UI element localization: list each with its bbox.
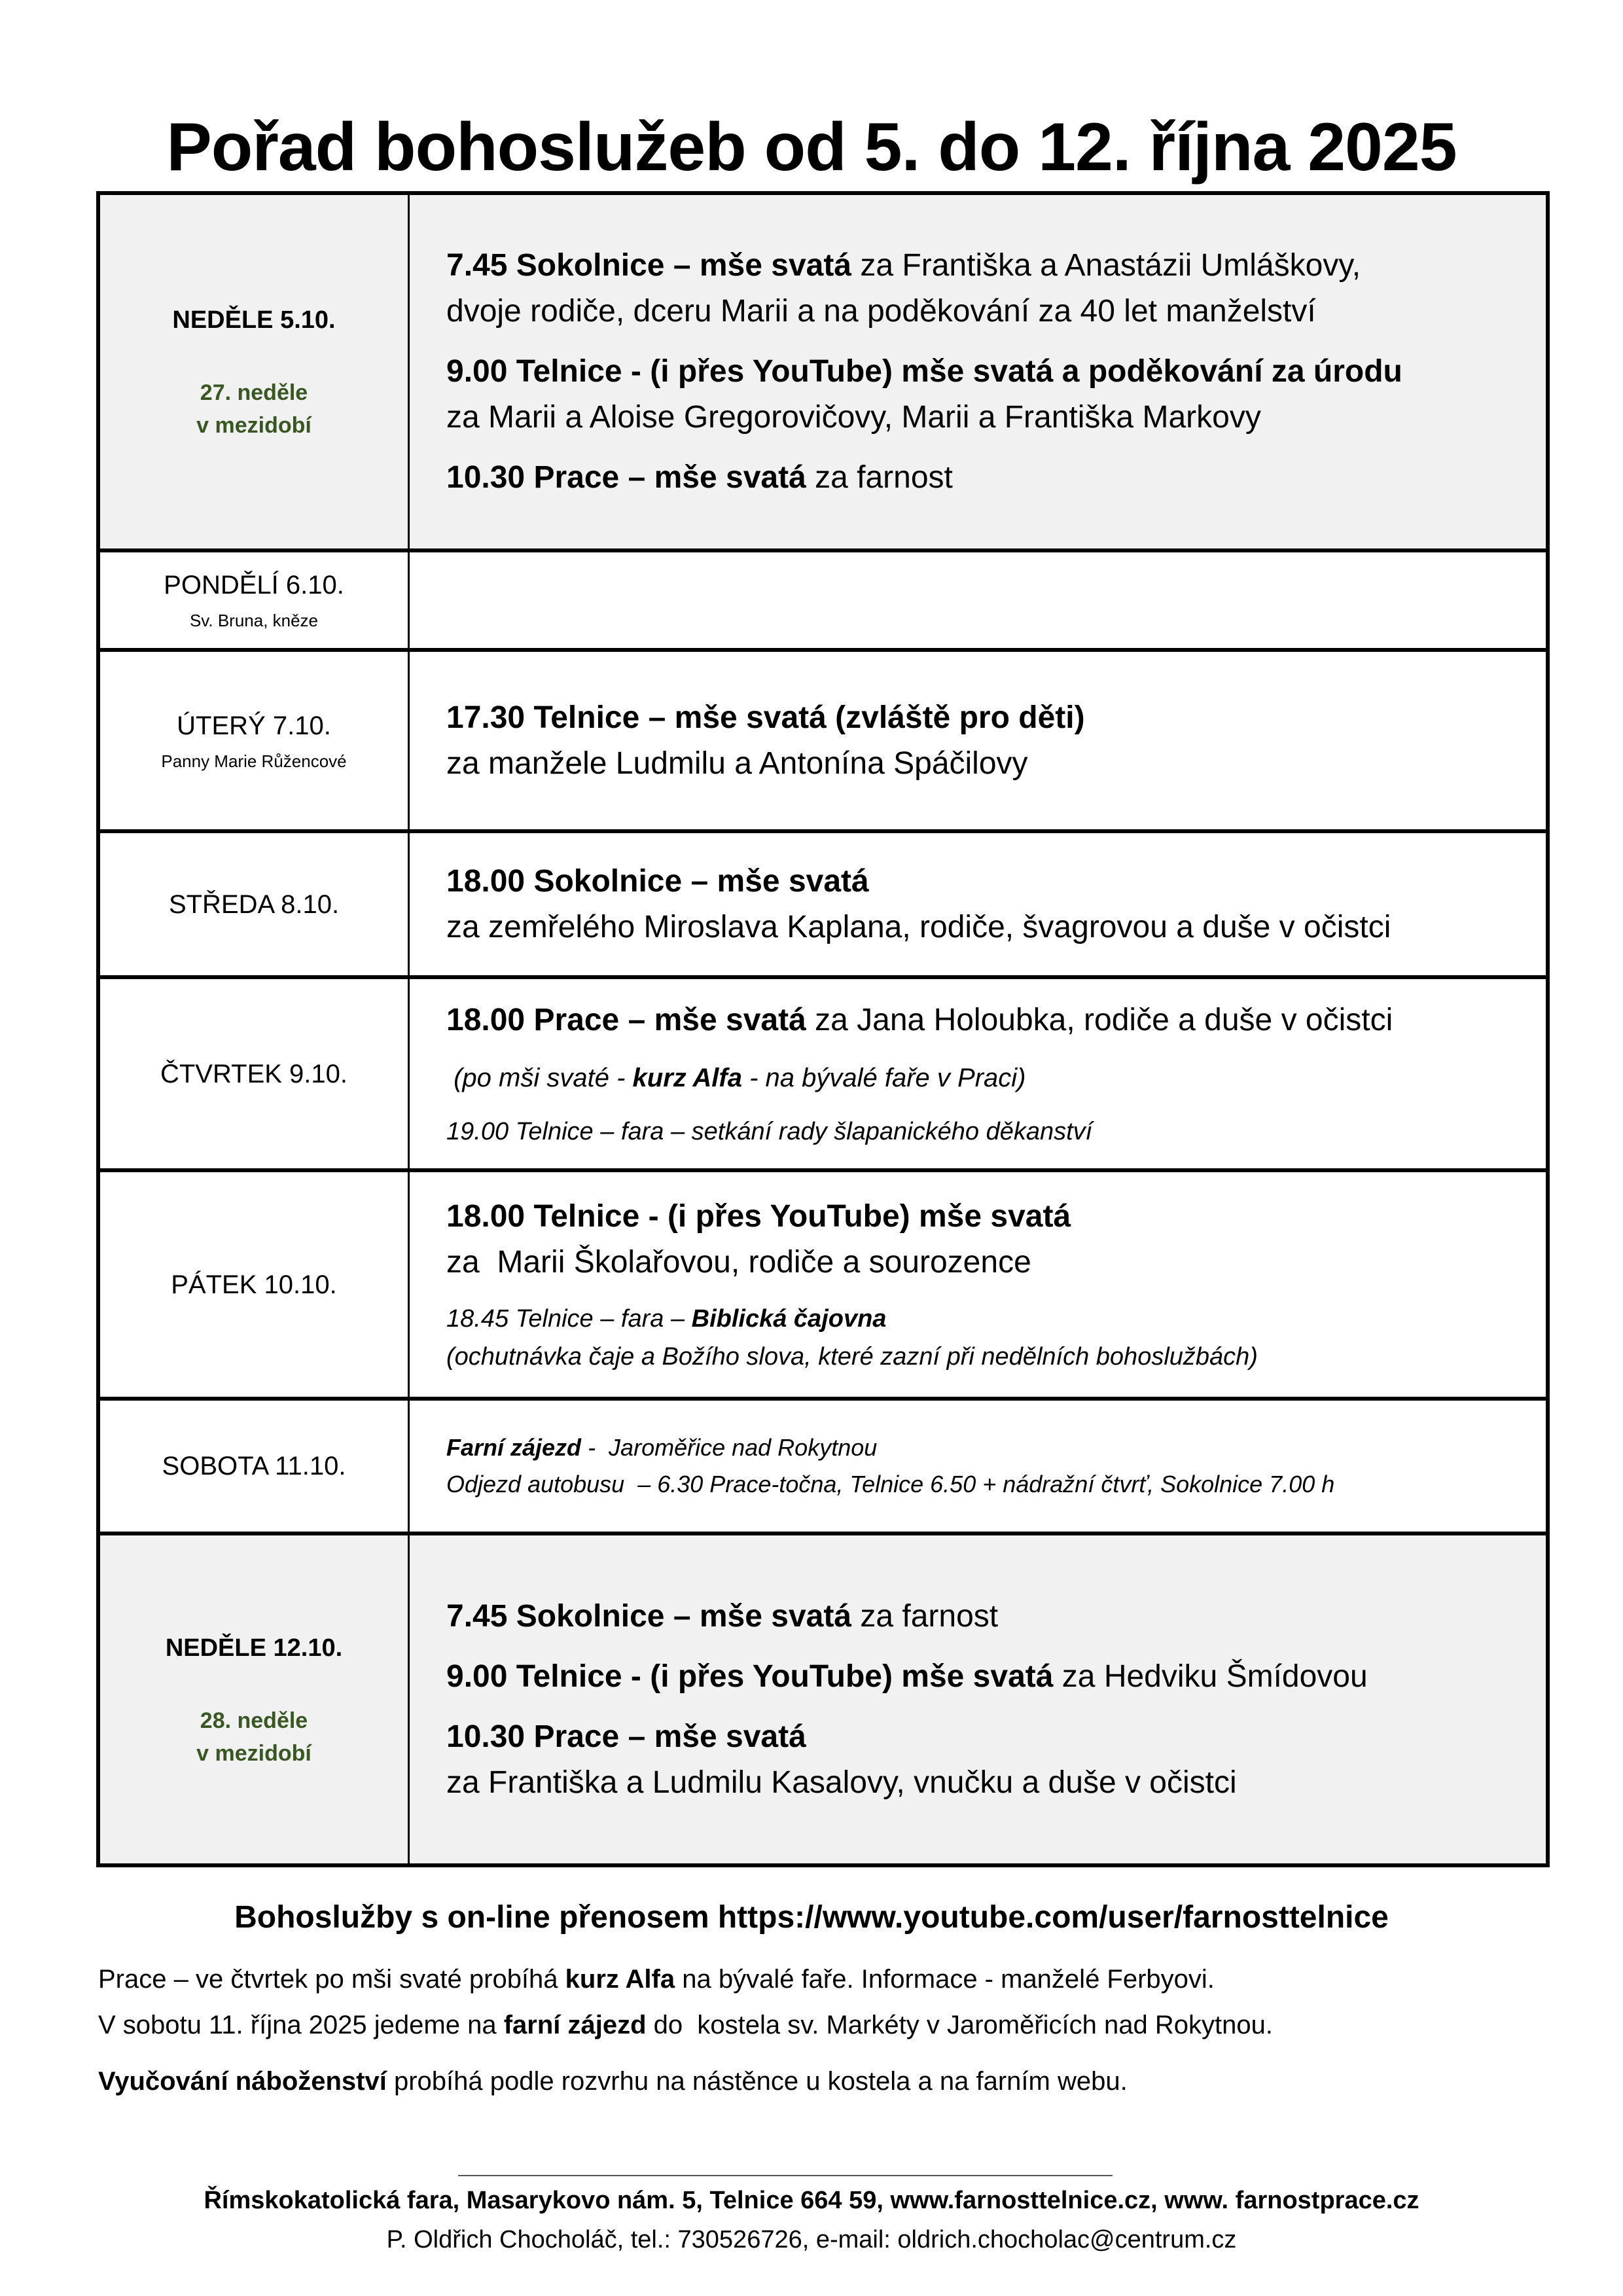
- event-item: [446, 1194, 1533, 1285]
- streaming-info: Bohoslužby s on-line přenosem https://www.youtube.com/user/farnosttelnice: [234, 1900, 1389, 1935]
- day-label: STŘEDA 8.10.: [168, 889, 340, 919]
- event-text: za Hedviku Šmídovou: [1053, 1659, 1368, 1694]
- events-cell: [409, 193, 1548, 550]
- event-text: za farnost: [851, 1598, 999, 1634]
- day-cell: [98, 650, 409, 831]
- schedule-table: [96, 191, 1550, 1867]
- event-text: Odjezd autobusu – 6.30 Prace-točna, Telnice 6.50 + nádražní čtvrť, Sokolnice 7.00 h: [446, 1471, 1335, 1498]
- event-text: za zemřelého Miroslava Kaplana, rodiče, švagrovou a duše v očistci: [446, 909, 1391, 944]
- events-cell: [409, 550, 1548, 650]
- event-item: [446, 1429, 1533, 1503]
- event-heading: kurz Alfa: [632, 1063, 742, 1092]
- day-cell: [98, 1399, 409, 1534]
- footer-divider: [458, 2175, 1113, 2176]
- event-heading: Biblická čajovna: [691, 1304, 887, 1333]
- event-line: [446, 1429, 1533, 1466]
- event-line: [446, 455, 1533, 501]
- event-item: [446, 243, 1533, 334]
- event-line: [446, 289, 1533, 334]
- page-title: Pořad bohoslužeb od 5. do 12. října 2025: [166, 109, 1457, 185]
- event-item: [446, 1594, 1533, 1640]
- event-text: (ochutnávka čaje a Božího slova, které zazní při nedělních bohoslužbách): [446, 1342, 1258, 1371]
- events-cell: [409, 1170, 1548, 1399]
- day-label: PONDĚLÍ 6.10.: [164, 571, 344, 600]
- event-text: za Jana Holoubka, rodiče a duše v očistci: [806, 1002, 1393, 1037]
- note-text: na bývalé faře. Informace - manželé Ferbyovi.: [675, 1965, 1215, 1994]
- event-line: [446, 1194, 1533, 1240]
- note-trip: [98, 2006, 1538, 2044]
- day-cell: [98, 550, 409, 650]
- day-row: [98, 831, 1548, 977]
- event-heading: 18.00 Telnice - (i přes YouTube) mše svatá: [446, 1198, 1071, 1234]
- event-line: [446, 1300, 1533, 1338]
- events-cell: [409, 1399, 1548, 1534]
- event-heading: 17.30 Telnice – mše svatá (zvláště pro děti): [446, 700, 1085, 735]
- event-text: - na bývalé faře v Praci): [741, 1063, 1026, 1092]
- note-text: V sobotu 11. října 2025 jedeme na: [98, 2011, 504, 2039]
- event-item: [446, 1714, 1533, 1806]
- event-item: [446, 1300, 1533, 1376]
- liturgical-week-label: 28. neděle: [200, 1708, 308, 1733]
- footer: [0, 2181, 1623, 2259]
- event-heading: 18.00 Sokolnice – mše svatá: [446, 863, 869, 899]
- event-line: [446, 859, 1533, 905]
- footer-contact: P. Oldřich Chocholáč, tel.: 730526726, e-mail: oldrich.chocholac@centrum.cz: [386, 2226, 1237, 2253]
- event-line: [446, 395, 1533, 440]
- event-line: [446, 695, 1533, 741]
- event-line: [446, 243, 1533, 289]
- day-row: [98, 1399, 1548, 1534]
- event-item: [446, 695, 1533, 787]
- event-line: [446, 1113, 1533, 1151]
- event-text: (po mši svaté -: [446, 1063, 633, 1092]
- day-label: NEDĚLE 5.10.: [172, 306, 336, 334]
- day-label: NEDĚLE 12.10.: [165, 1634, 343, 1662]
- event-heading: 9.00 Telnice - (i přes YouTube) mše svatá: [446, 1659, 1054, 1694]
- event-text: - Jaroměřice nad Rokytnou: [581, 1434, 878, 1461]
- note-text: probíhá podle rozvrhu na nástěnce u kostela a na farním webu.: [386, 2067, 1128, 2096]
- event-item: [446, 455, 1533, 501]
- feast-label: Panny Marie Růžencové: [161, 751, 347, 771]
- liturgical-week-label: v mezidobí: [196, 413, 312, 438]
- event-text: za farnost: [806, 460, 953, 495]
- note-emphasis: kurz Alfa: [565, 1965, 675, 1994]
- event-item: [446, 349, 1533, 440]
- events-cell: [409, 831, 1548, 977]
- event-item: [446, 859, 1533, 950]
- day-label: PÁTEK 10.10.: [171, 1270, 337, 1299]
- note-emphasis: farní zájezd: [503, 2011, 647, 2039]
- event-text: 18.45 Telnice – fara –: [446, 1304, 692, 1333]
- event-text: za Marii a Aloise Gregorovičovy, Marii a Františka Markovy: [446, 400, 1261, 435]
- event-heading: 18.00 Prace – mše svatá: [446, 1002, 806, 1037]
- events-cell: [409, 1534, 1548, 1865]
- day-label: SOBOTA 11.10.: [162, 1452, 346, 1480]
- event-heading: 10.30 Prace – mše svatá: [446, 460, 806, 495]
- day-cell: [98, 1170, 409, 1399]
- footer-address: Římskokatolická fara, Masarykovo nám. 5, Telnice 664 59, www.farnosttelnice.cz, www. farnostprace.cz: [204, 2187, 1419, 2214]
- event-line: [446, 1594, 1533, 1640]
- event-text: 19.00 Telnice – fara – setkání rady šlapanického děkanství: [446, 1117, 1093, 1145]
- event-line: [446, 1760, 1533, 1806]
- day-row: [98, 977, 1548, 1170]
- event-line: [446, 1338, 1533, 1376]
- feast-label: Sv. Bruna, kněze: [189, 611, 319, 630]
- event-item: [446, 1058, 1533, 1098]
- event-item: [446, 1654, 1533, 1700]
- day-cell: [98, 193, 409, 550]
- event-line: [446, 349, 1533, 395]
- day-label: ÚTERÝ 7.10.: [177, 711, 331, 740]
- event-heading: 10.30 Prace – mše svatá: [446, 1719, 806, 1754]
- day-cell: [98, 977, 409, 1170]
- note-text: do kostela sv. Markéty v Jaroměřicích nad Rokytnou.: [646, 2011, 1273, 2039]
- event-line: [446, 1240, 1533, 1285]
- event-line: [446, 1466, 1533, 1503]
- event-line: [446, 741, 1533, 787]
- notes: [98, 1960, 1538, 2100]
- event-line: [446, 997, 1533, 1043]
- day-cell: [98, 1534, 409, 1865]
- day-row: [98, 550, 1548, 650]
- events-cell: [409, 650, 1548, 831]
- event-line: [446, 905, 1533, 950]
- day-row: [98, 193, 1548, 550]
- day-row: [98, 1534, 1548, 1865]
- event-line: [446, 1058, 1533, 1098]
- day-row: [98, 650, 1548, 831]
- day-row: [98, 1170, 1548, 1399]
- event-heading: Farní zájezd: [446, 1434, 582, 1461]
- event-heading: 7.45 Sokolnice – mše svatá: [446, 1598, 852, 1634]
- event-heading: 9.00 Telnice - (i přes YouTube) mše svatá a poděkování za úrodu: [446, 354, 1402, 389]
- event-item: [446, 997, 1533, 1043]
- events-cell: [409, 977, 1548, 1170]
- event-text: dvoje rodiče, dceru Marii a na poděkování za 40 let manželství: [446, 294, 1316, 329]
- note-alfa: [98, 1960, 1538, 1998]
- event-text: za Marii Školařovou, rodiče a sourozence: [446, 1244, 1031, 1280]
- event-line: [446, 1714, 1533, 1760]
- day-label: ČTVRTEK 9.10.: [160, 1059, 348, 1088]
- liturgical-week-label: v mezidobí: [196, 1740, 312, 1766]
- note-religion: [98, 2062, 1538, 2100]
- event-heading: 7.45 Sokolnice – mše svatá: [446, 248, 852, 283]
- note-text: Prace – ve čtvrtek po mši svaté probíhá: [98, 1965, 565, 1994]
- event-item: [446, 1113, 1533, 1151]
- day-cell: [98, 831, 409, 977]
- event-text: za Františka a Anastázii Umláškovy,: [851, 248, 1361, 283]
- liturgical-week-label: 27. neděle: [200, 380, 308, 405]
- event-text: za Františka a Ludmilu Kasalovy, vnučku a duše v očistci: [446, 1765, 1237, 1800]
- event-line: [446, 1654, 1533, 1700]
- event-text: za manžele Ludmilu a Antonína Spáčilovy: [446, 745, 1028, 781]
- note-emphasis: Vyučování náboženství: [98, 2067, 387, 2096]
